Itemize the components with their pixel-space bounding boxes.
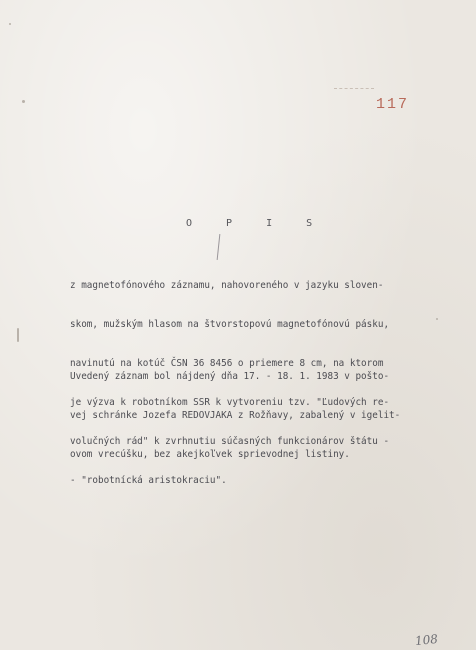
stamp-dashes [334, 88, 374, 89]
text-line: vej schránke Jozefa REDOVJAKA z Rožňavy, zabalený v igelit- [70, 410, 401, 421]
text-line: Uvedený záznam bol nájdený dňa 17. - 18. 1. 1983 v pošto- [70, 371, 390, 382]
text-line: skom, mužským hlasom na štvorstopovú magnetofónovú pásku, [70, 319, 390, 330]
text-line: volučných rád" k zvrhnutiu súčasných funkcionárov štátu - [70, 436, 390, 447]
page-number: 117 [376, 96, 410, 113]
text-line: ovom vrecúšku, bez akejkoľvek sprievodnej listiny. [70, 449, 350, 460]
text-line: z magnetofónového záznamu, nahovoreného v jazyku sloven- [70, 280, 384, 291]
paper-speck [9, 23, 11, 25]
text-line: navinutú na kotúč ČSN 36 8456 o priemere 8 cm, na ktorom [70, 358, 384, 369]
punch-mark [17, 328, 19, 342]
paper-speck [436, 318, 438, 320]
text-line: - "robotnícká aristokraciu". [70, 475, 227, 486]
paper-speck [22, 100, 25, 103]
paragraph-2 [70, 344, 470, 487]
handwritten-folio-number: 108 [414, 631, 439, 649]
document-title: O P I S [186, 218, 327, 229]
text-line: je výzva k robotníkom SSR k vytvoreniu tzv. "Ľudových re- [70, 397, 390, 408]
